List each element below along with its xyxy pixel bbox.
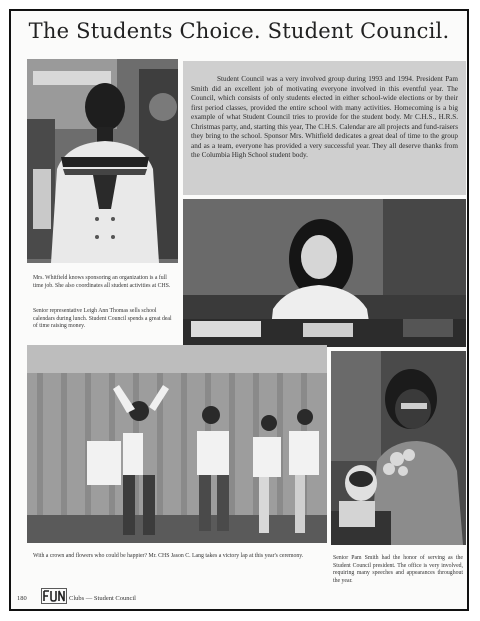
- caption-smith: Senior Pam Smith had the honor of serving as the Student Council president. The office is very involved, requiring many speeches and appearances throughout the year.: [333, 555, 463, 584]
- intro-text-box: [183, 61, 466, 195]
- intro-paragraph: Student Council was a very involved group during 1993 and 1994. President Pam Smith did an excellent job of motivating everyone involved in this eventful year. The Council, which consists of only students elected in either school-wide elections or by their first period classes, provided the entire school with many activities. Homecoming is a big example of what Student Council tries to provide for the student body. Mr C.H.S., H.R.S. Christmas party, and, starting this year, The C.H.S. Calendar are all projects and fund-raisers they bring to the school. Sponsor Mrs. Whitfield dedicates a great deal of time to the group and as a team, everyone has provided a very successful year. They all deserve thanks from the Columbia High School student body.: [191, 75, 458, 159]
- photo-lang: [27, 345, 327, 543]
- caption-thomas: Senior representative Leigh Ann Thomas sells school calendars during lunch. Student Council spends a great deal of time raising money.: [33, 308, 172, 330]
- yearbook-page: [9, 9, 469, 611]
- caption-whitfield: Mrs. Whitfield knows sponsoring an organization is a full time job. She also coordinates all student activities at CHS.: [33, 275, 171, 289]
- fun-logo-icon: [41, 588, 67, 604]
- page-number: 180: [17, 595, 27, 602]
- photo-smith: [331, 351, 466, 545]
- photo-thomas: [183, 199, 466, 347]
- photo-whitfield: [27, 59, 178, 263]
- footer-section-label: Clubs — Student Council: [69, 595, 136, 602]
- caption-lang: With a crown and flowers who could be happier? Mr. CHS Jason C. Lang takes a victory lap at this year's ceremony.: [33, 553, 304, 559]
- page-title: The Students Choice. Student Council.: [28, 19, 450, 43]
